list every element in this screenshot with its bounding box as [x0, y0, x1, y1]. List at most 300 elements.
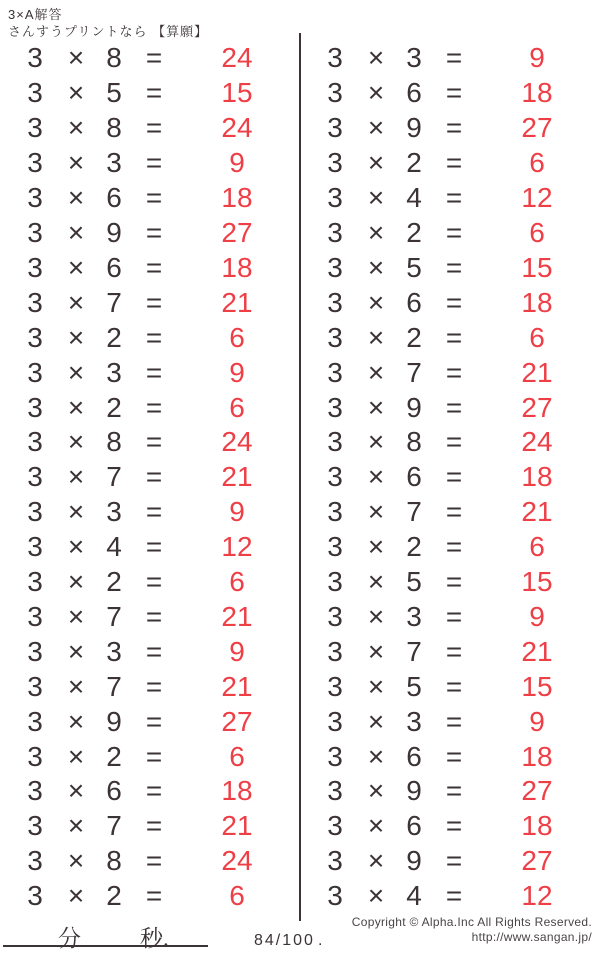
answer: 6 [229, 391, 245, 423]
multiplicand: 3 [27, 880, 43, 912]
times-sign: × [67, 391, 85, 423]
problem-row [0, 320, 300, 355]
equals-sign: = [145, 391, 163, 423]
problem-row [0, 879, 300, 914]
multiplier: 7 [106, 810, 122, 842]
column-divider-line [299, 33, 301, 921]
multiplier: 2 [406, 216, 422, 248]
equals-sign: = [145, 635, 163, 667]
problem-row [0, 285, 300, 320]
times-sign: × [367, 356, 385, 388]
times-sign: × [367, 426, 385, 458]
problem-row [0, 844, 300, 879]
answer: 21 [221, 600, 253, 632]
multiplicand: 3 [327, 42, 343, 74]
times-sign: × [67, 670, 85, 702]
answer: 9 [229, 147, 245, 179]
multiplicand: 3 [327, 461, 343, 493]
multiplicand: 3 [27, 147, 43, 179]
multiplicand: 3 [327, 635, 343, 667]
times-sign: × [67, 635, 85, 667]
answer: 6 [229, 321, 245, 353]
equals-sign: = [145, 670, 163, 702]
times-sign: × [367, 635, 385, 667]
multiplicand: 3 [327, 566, 343, 598]
problem-row [300, 600, 600, 635]
multiplier: 9 [406, 112, 422, 144]
problem-row [300, 634, 600, 669]
multiplicand: 3 [327, 600, 343, 632]
answer: 9 [529, 705, 545, 737]
equals-sign: = [145, 496, 163, 528]
problem-row [300, 460, 600, 495]
answer: 6 [529, 321, 545, 353]
problem-row [0, 425, 300, 460]
problem-row [0, 111, 300, 146]
multiplier: 9 [406, 845, 422, 877]
answer: 27 [521, 775, 553, 807]
answer: 12 [521, 880, 553, 912]
multiplier: 3 [106, 147, 122, 179]
multiplier: 2 [406, 147, 422, 179]
equals-sign: = [145, 286, 163, 318]
answer: 6 [229, 880, 245, 912]
times-sign: × [367, 705, 385, 737]
times-sign: × [367, 740, 385, 772]
equals-sign: = [145, 566, 163, 598]
equals-sign: = [445, 182, 463, 214]
equals-sign: = [145, 531, 163, 563]
multiplicand: 3 [27, 112, 43, 144]
multiplier: 6 [406, 810, 422, 842]
equals-sign: = [145, 740, 163, 772]
multiplier: 9 [106, 705, 122, 737]
answer: 12 [521, 182, 553, 214]
multiplicand: 3 [27, 600, 43, 632]
answer: 15 [521, 566, 553, 598]
multiplier: 5 [406, 566, 422, 598]
multiplier: 7 [106, 286, 122, 318]
times-sign: × [367, 496, 385, 528]
times-sign: × [367, 42, 385, 74]
multiplicand: 3 [327, 77, 343, 109]
answer: 15 [521, 670, 553, 702]
answer: 18 [521, 461, 553, 493]
equals-sign: = [145, 182, 163, 214]
multiplicand: 3 [27, 810, 43, 842]
multiplier: 5 [406, 251, 422, 283]
answer: 6 [529, 147, 545, 179]
equals-sign: = [145, 356, 163, 388]
equals-sign: = [445, 566, 463, 598]
website-url: http://www.sangan.jp/ [471, 930, 592, 944]
answer: 24 [221, 112, 253, 144]
answer: 27 [221, 216, 253, 248]
problem-row [0, 250, 300, 285]
answer: 9 [529, 600, 545, 632]
answer: 15 [521, 251, 553, 283]
problem-row [300, 669, 600, 704]
multiplier: 7 [406, 496, 422, 528]
multiplicand: 3 [27, 426, 43, 458]
times-sign: × [67, 286, 85, 318]
equals-sign: = [445, 112, 463, 144]
problem-row [300, 390, 600, 425]
times-sign: × [367, 391, 385, 423]
equals-sign: = [145, 426, 163, 458]
times-sign: × [367, 182, 385, 214]
multiplicand: 3 [327, 705, 343, 737]
multiplier: 6 [406, 286, 422, 318]
seconds-label: 秒. [140, 926, 169, 951]
multiplier: 3 [106, 496, 122, 528]
times-sign: × [67, 775, 85, 807]
answer: 24 [221, 426, 253, 458]
times-sign: × [367, 216, 385, 248]
equals-sign: = [145, 321, 163, 353]
problem-row [0, 739, 300, 774]
equals-sign: = [445, 42, 463, 74]
problem-row [300, 146, 600, 181]
multiplicand: 3 [27, 461, 43, 493]
answer: 21 [521, 356, 553, 388]
multiplicand: 3 [27, 496, 43, 528]
answer: 18 [221, 251, 253, 283]
multiplicand: 3 [327, 670, 343, 702]
multiplier: 7 [406, 635, 422, 667]
minutes-label: 分 [58, 926, 81, 951]
problem-row [0, 76, 300, 111]
problem-row [0, 809, 300, 844]
multiplier: 9 [406, 391, 422, 423]
times-sign: × [367, 147, 385, 179]
times-sign: × [67, 740, 85, 772]
multiplicand: 3 [327, 426, 343, 458]
multiplier: 8 [106, 426, 122, 458]
problem-row [300, 739, 600, 774]
equals-sign: = [445, 251, 463, 283]
problems-area [0, 41, 600, 915]
multiplier: 7 [106, 600, 122, 632]
problem-row [300, 425, 600, 460]
multiplicand: 3 [27, 77, 43, 109]
multiplicand: 3 [327, 112, 343, 144]
equals-sign: = [445, 810, 463, 842]
multiplier: 6 [106, 182, 122, 214]
problem-row [0, 774, 300, 809]
multiplier: 8 [406, 426, 422, 458]
times-sign: × [67, 321, 85, 353]
problem-row [0, 41, 300, 76]
times-sign: × [367, 880, 385, 912]
multiplier: 9 [106, 216, 122, 248]
answer: 21 [521, 496, 553, 528]
equals-sign: = [445, 426, 463, 458]
multiplier: 2 [106, 566, 122, 598]
multiplier: 8 [106, 112, 122, 144]
times-sign: × [367, 321, 385, 353]
multiplicand: 3 [27, 775, 43, 807]
equals-sign: = [445, 845, 463, 877]
multiplier: 8 [106, 845, 122, 877]
answer: 9 [229, 635, 245, 667]
multiplier: 5 [106, 77, 122, 109]
times-sign: × [67, 496, 85, 528]
answer: 6 [529, 216, 545, 248]
page-number-dot: . [318, 932, 323, 949]
multiplier: 6 [406, 77, 422, 109]
multiplicand: 3 [327, 216, 343, 248]
equals-sign: = [445, 635, 463, 667]
problem-row [300, 216, 600, 251]
answer: 6 [229, 566, 245, 598]
multiplicand: 3 [327, 251, 343, 283]
multiplicand: 3 [27, 286, 43, 318]
equals-sign: = [445, 356, 463, 388]
times-sign: × [367, 77, 385, 109]
equals-sign: = [145, 775, 163, 807]
equals-sign: = [445, 705, 463, 737]
worksheet-header [8, 6, 208, 40]
problem-row [300, 704, 600, 739]
multiplier: 4 [106, 531, 122, 563]
answer: 6 [229, 740, 245, 772]
problem-row [0, 460, 300, 495]
multiplicand: 3 [327, 740, 343, 772]
multiplier: 6 [406, 461, 422, 493]
times-sign: × [67, 216, 85, 248]
problem-row [0, 355, 300, 390]
times-sign: × [67, 426, 85, 458]
problem-row [0, 216, 300, 251]
multiplier: 3 [406, 600, 422, 632]
problem-row [300, 250, 600, 285]
problem-row [0, 181, 300, 216]
equals-sign: = [445, 670, 463, 702]
times-sign: × [67, 845, 85, 877]
equals-sign: = [145, 705, 163, 737]
answer: 21 [221, 670, 253, 702]
equals-sign: = [145, 216, 163, 248]
multiplier: 7 [106, 670, 122, 702]
problem-row [300, 809, 600, 844]
problem-row [0, 495, 300, 530]
multiplier: 2 [406, 321, 422, 353]
equals-sign: = [445, 461, 463, 493]
multiplicand: 3 [327, 356, 343, 388]
multiplier: 6 [406, 740, 422, 772]
times-sign: × [367, 286, 385, 318]
problem-row [300, 530, 600, 565]
equals-sign: = [445, 321, 463, 353]
answer: 18 [521, 77, 553, 109]
multiplicand: 3 [27, 251, 43, 283]
times-sign: × [67, 705, 85, 737]
multiplier: 7 [106, 461, 122, 493]
times-sign: × [67, 566, 85, 598]
times-sign: × [67, 182, 85, 214]
multiplicand: 3 [27, 845, 43, 877]
multiplier: 3 [106, 356, 122, 388]
problem-row [300, 844, 600, 879]
multiplicand: 3 [27, 566, 43, 598]
answer: 24 [221, 42, 253, 74]
multiplicand: 3 [327, 531, 343, 563]
equals-sign: = [445, 391, 463, 423]
answer: 18 [221, 182, 253, 214]
times-sign: × [367, 845, 385, 877]
multiplicand: 3 [327, 775, 343, 807]
multiplier: 4 [406, 182, 422, 214]
multiplicand: 3 [27, 740, 43, 772]
problem-row [300, 181, 600, 216]
problem-row [300, 76, 600, 111]
equals-sign: = [445, 740, 463, 772]
equals-sign: = [145, 77, 163, 109]
times-sign: × [67, 42, 85, 74]
answer: 18 [221, 775, 253, 807]
problem-row [0, 600, 300, 635]
multiplicand: 3 [327, 845, 343, 877]
problem-row [0, 390, 300, 425]
answer: 27 [221, 705, 253, 737]
time-entry-line [3, 917, 208, 951]
times-sign: × [67, 251, 85, 283]
answer: 24 [521, 426, 553, 458]
multiplier: 8 [106, 42, 122, 74]
answer: 9 [529, 42, 545, 74]
answer: 24 [221, 845, 253, 877]
multiplier: 5 [406, 670, 422, 702]
equals-sign: = [445, 600, 463, 632]
multiplicand: 3 [27, 182, 43, 214]
equals-sign: = [445, 775, 463, 807]
answer: 27 [521, 112, 553, 144]
problem-row [300, 285, 600, 320]
multiplicand: 3 [327, 880, 343, 912]
multiplier: 2 [106, 880, 122, 912]
equals-sign: = [445, 286, 463, 318]
answer: 15 [221, 77, 253, 109]
equals-sign: = [445, 496, 463, 528]
equals-sign: = [445, 147, 463, 179]
times-sign: × [67, 810, 85, 842]
multiplicand: 3 [327, 321, 343, 353]
multiplier: 3 [406, 705, 422, 737]
multiplicand: 3 [27, 356, 43, 388]
multiplicand: 3 [327, 182, 343, 214]
times-sign: × [367, 670, 385, 702]
multiplicand: 3 [327, 286, 343, 318]
times-sign: × [367, 566, 385, 598]
equals-sign: = [145, 845, 163, 877]
times-sign: × [67, 461, 85, 493]
multiplicand: 3 [27, 670, 43, 702]
equals-sign: = [145, 147, 163, 179]
equals-sign: = [145, 251, 163, 283]
problem-row [300, 355, 600, 390]
times-sign: × [367, 251, 385, 283]
multiplier: 2 [106, 391, 122, 423]
equals-sign: = [145, 600, 163, 632]
answer: 21 [521, 635, 553, 667]
answer: 21 [221, 461, 253, 493]
times-sign: × [67, 531, 85, 563]
times-sign: × [367, 775, 385, 807]
multiplicand: 3 [27, 391, 43, 423]
problem-row [0, 565, 300, 600]
times-sign: × [367, 600, 385, 632]
problem-row [300, 495, 600, 530]
multiplier: 6 [106, 775, 122, 807]
problem-column-left [0, 41, 300, 915]
equals-sign: = [445, 880, 463, 912]
multiplicand: 3 [327, 391, 343, 423]
problem-row [300, 41, 600, 76]
multiplicand: 3 [327, 147, 343, 179]
answer: 18 [521, 810, 553, 842]
equals-sign: = [145, 810, 163, 842]
multiplier: 2 [406, 531, 422, 563]
multiplicand: 3 [27, 531, 43, 563]
equals-sign: = [445, 77, 463, 109]
multiplicand: 3 [27, 705, 43, 737]
multiplicand: 3 [27, 635, 43, 667]
multiplicand: 3 [327, 496, 343, 528]
equals-sign: = [145, 42, 163, 74]
multiplicand: 3 [327, 810, 343, 842]
times-sign: × [367, 810, 385, 842]
multiplier: 9 [406, 775, 422, 807]
multiplicand: 3 [27, 321, 43, 353]
problem-row [0, 634, 300, 669]
problem-row [0, 530, 300, 565]
page-title: 3×A解答 [8, 7, 63, 22]
copyright-text: Copyright © Alpha.Inc All Rights Reserved. [351, 915, 592, 929]
answer: 9 [229, 496, 245, 528]
equals-sign: = [145, 112, 163, 144]
page-number: 84/100 [254, 932, 315, 949]
equals-sign: = [445, 216, 463, 248]
equals-sign: = [445, 531, 463, 563]
answer: 21 [221, 810, 253, 842]
problem-row [300, 879, 600, 914]
problem-row [300, 565, 600, 600]
answer: 18 [521, 286, 553, 318]
multiplier: 2 [106, 740, 122, 772]
multiplier: 7 [406, 356, 422, 388]
multiplier: 3 [106, 635, 122, 667]
multiplier: 4 [406, 880, 422, 912]
answer: 12 [221, 531, 253, 563]
times-sign: × [67, 356, 85, 388]
times-sign: × [367, 112, 385, 144]
equals-sign: = [145, 880, 163, 912]
multiplier: 3 [406, 42, 422, 74]
times-sign: × [67, 77, 85, 109]
multiplicand: 3 [27, 42, 43, 74]
answer: 27 [521, 845, 553, 877]
problem-row [0, 669, 300, 704]
problem-column-right [300, 41, 600, 915]
times-sign: × [67, 112, 85, 144]
problem-row [0, 146, 300, 181]
problem-row [300, 111, 600, 146]
answer: 27 [521, 391, 553, 423]
problem-row [300, 320, 600, 355]
problem-row [0, 704, 300, 739]
answer: 21 [221, 286, 253, 318]
